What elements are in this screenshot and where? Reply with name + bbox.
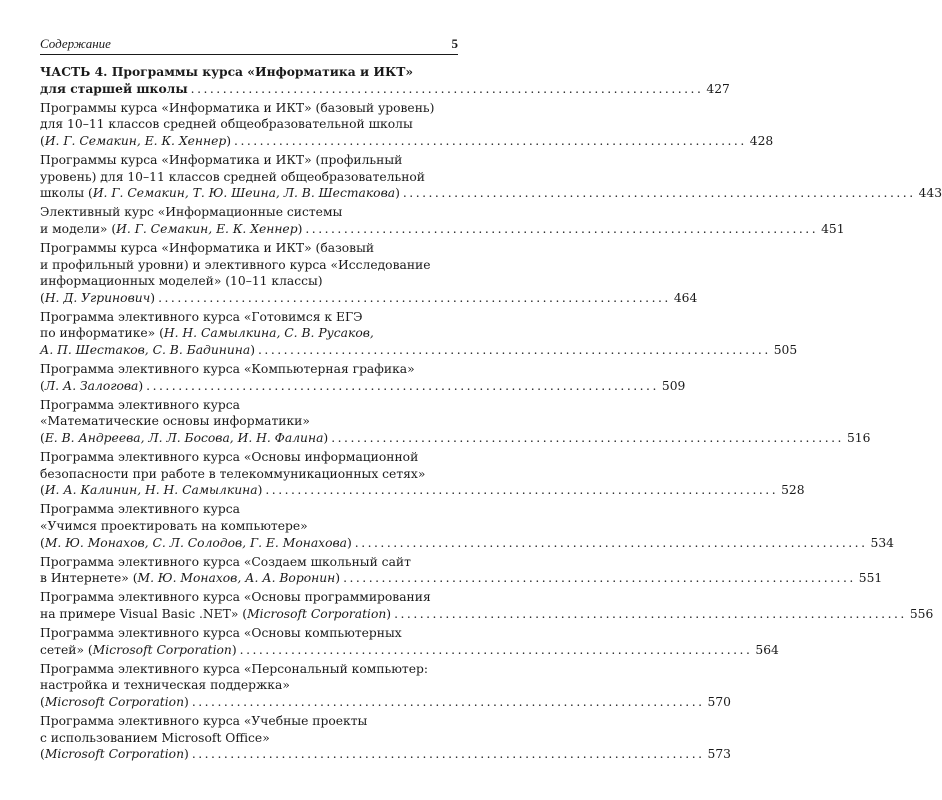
entry-title-text: ( bbox=[40, 290, 45, 305]
entry-title-text: Программа элективного курса «Персональный компьютер: bbox=[40, 661, 429, 676]
leader-dots: ................................................................................ bbox=[343, 571, 856, 586]
toc-entry-line bbox=[40, 518, 458, 535]
leader-dots: ................................................................................ bbox=[265, 483, 779, 498]
entry-title-text: уровень) для 10–11 классов средней общеобразовательной bbox=[40, 169, 426, 184]
entry-page-number: 451 bbox=[821, 221, 845, 236]
toc-entry-text bbox=[40, 153, 402, 167]
toc-entry-line bbox=[40, 100, 458, 117]
entry-page-number: 556 bbox=[909, 606, 934, 621]
toc-entry-line bbox=[40, 152, 458, 169]
entry-title-text: ( bbox=[40, 694, 45, 709]
entry-title-text: Программа элективного курса «Учебные проекты bbox=[40, 713, 368, 728]
toc-entry-text bbox=[40, 570, 340, 587]
entry-title-text: Программа элективного курса «Создаем школьный сайт bbox=[40, 554, 411, 569]
toc-entry-text bbox=[40, 101, 434, 115]
toc-entry bbox=[40, 625, 779, 658]
entry-title-text: по информатике» ( bbox=[40, 326, 164, 341]
entry-title-text: и модели» ( bbox=[40, 221, 117, 236]
toc-entry-text bbox=[40, 714, 367, 728]
entry-title-text: Программы курса «Информатика и ИКТ» (базовый bbox=[40, 240, 375, 255]
entry-title-text: ) bbox=[231, 642, 237, 657]
entry-author: Microsoft Corporation bbox=[247, 606, 387, 621]
header-rule bbox=[40, 54, 458, 55]
running-head-title: Содержание bbox=[40, 36, 111, 51]
toc-entry-line bbox=[40, 133, 774, 150]
entry-title-text: ) bbox=[335, 571, 341, 586]
entry-title-text: ) bbox=[250, 343, 256, 357]
toc-entry-text bbox=[40, 450, 418, 464]
entry-title-text: ) bbox=[150, 290, 156, 305]
entry-author: М. Ю. Монахов, С. Л. Солодов, Г. Е. Монахова bbox=[44, 535, 347, 550]
entry-title-text: ) bbox=[184, 747, 189, 762]
entry-page-number: 428 bbox=[749, 133, 774, 148]
toc-entry bbox=[40, 204, 845, 237]
toc-entry-text bbox=[40, 678, 290, 692]
toc-entry-text bbox=[40, 310, 363, 324]
entry-title-text: ( bbox=[40, 747, 45, 762]
toc-entry-line bbox=[40, 290, 698, 307]
toc-entry-line bbox=[40, 413, 458, 430]
entry-title-text: ) bbox=[386, 606, 392, 621]
entry-title-text: настройка и техническая поддержка» bbox=[40, 678, 290, 693]
entry-author: И. А. Калинин, Н. Н. Самылкина bbox=[44, 483, 258, 498]
toc-entry-line bbox=[40, 397, 458, 414]
entry-title-text: ( bbox=[40, 535, 45, 550]
entry-title-text: ЧАСТЬ 4. Программы курса «Информатика и ИКТ» bbox=[40, 64, 414, 79]
entry-page-number: 427 bbox=[706, 81, 730, 96]
toc-entry-line bbox=[40, 80, 730, 98]
entry-title-text: информационных моделей» (10–11 классы) bbox=[40, 274, 323, 289]
toc-entry-line bbox=[40, 677, 458, 694]
toc-entry-line bbox=[40, 746, 732, 763]
entry-title-text: на примере Visual Basic .NET» ( bbox=[40, 606, 248, 621]
entry-title-text: с использованием Microsoft Office» bbox=[40, 730, 270, 745]
entry-author: Л. А. Залогова bbox=[44, 378, 139, 393]
toc-entry-text bbox=[40, 482, 262, 499]
entry-title-text: Программа элективного курса bbox=[40, 397, 240, 412]
toc-entry-text bbox=[40, 626, 402, 640]
entry-title-text: ) bbox=[138, 378, 144, 393]
entry-title-text: для старшей школы bbox=[40, 80, 188, 96]
toc-entry-text bbox=[40, 205, 342, 219]
entry-title-text: «Математические основы информатики» bbox=[40, 414, 310, 429]
toc-entry-line bbox=[40, 273, 458, 290]
toc-entry-line bbox=[40, 309, 458, 326]
leader-dots: ................................................................................ bbox=[258, 343, 771, 357]
toc-entry bbox=[40, 554, 883, 587]
toc-entry-line bbox=[40, 554, 458, 571]
toc-entry-text bbox=[40, 81, 188, 98]
toc-entry-text bbox=[40, 378, 143, 395]
toc-entry-text bbox=[40, 467, 425, 481]
entry-title-text: «Учимся проектировать на компьютере» bbox=[40, 518, 308, 533]
entry-page-number: 509 bbox=[661, 378, 686, 393]
toc-entry-text bbox=[40, 290, 155, 307]
entry-title-text: ( bbox=[40, 483, 45, 498]
entry-title-text: Программа элективного курса «Компьютерная графика» bbox=[40, 362, 415, 377]
leader-dots: ................................................................................ bbox=[239, 642, 753, 657]
toc-entry-line bbox=[40, 257, 458, 274]
entry-title-text: Программы курса «Информатика и ИКТ» (базовый уровень) bbox=[40, 100, 435, 115]
toc-entry-text bbox=[40, 64, 413, 79]
toc-entry-line bbox=[40, 570, 883, 587]
entry-page-number: 551 bbox=[858, 571, 883, 586]
toc-entry-line bbox=[40, 449, 458, 466]
entry-title-text: ) bbox=[323, 430, 329, 445]
toc-entry-line bbox=[40, 730, 458, 747]
entry-page-number: 516 bbox=[846, 430, 871, 445]
entry-page-number: 534 bbox=[870, 535, 894, 550]
toc-entry-text bbox=[40, 590, 431, 604]
leader-dots: ................................................................................ bbox=[191, 747, 705, 762]
leader-dots: ................................................................................ bbox=[394, 606, 907, 621]
leader-dots: ................................................................................ bbox=[146, 378, 659, 393]
toc-entry-line bbox=[40, 501, 458, 518]
entry-author: Н. Д. Угринович bbox=[44, 290, 151, 305]
toc-entry-line bbox=[40, 204, 458, 221]
leader-dots: ................................................................................ bbox=[331, 430, 844, 445]
toc-entry-line bbox=[40, 713, 458, 730]
entry-page-number: 570 bbox=[707, 694, 732, 709]
toc-entry-line bbox=[40, 694, 732, 711]
toc-entry-text bbox=[40, 274, 323, 288]
toc-entry bbox=[40, 397, 871, 447]
toc-entry-text bbox=[40, 241, 374, 255]
page-number: 5 bbox=[451, 36, 458, 51]
entry-title-text: ) bbox=[257, 483, 263, 498]
entry-page-number: 564 bbox=[755, 642, 779, 657]
entry-page-number: 443 bbox=[918, 186, 942, 201]
entry-page-number: 573 bbox=[707, 747, 732, 762]
toc-entry-line bbox=[40, 169, 458, 186]
entry-title-text: ) bbox=[184, 694, 189, 709]
toc-entry-text bbox=[40, 221, 302, 238]
leader-dots: ................................................................................ bbox=[190, 81, 704, 96]
toc-entry-line bbox=[40, 430, 871, 447]
entry-author: И. Г. Семакин, Е. К. Хеннер bbox=[116, 221, 298, 236]
toc-entry bbox=[40, 309, 798, 359]
toc-entry bbox=[40, 361, 686, 394]
leader-dots: ................................................................................ bbox=[158, 290, 671, 305]
entry-title-text: ) bbox=[346, 535, 352, 550]
entry-author: И. Г. Семакин, Е. К. Хеннер bbox=[44, 133, 227, 148]
entry-author: М. Ю. Монахов, А. А. Воронин bbox=[137, 571, 336, 586]
toc-entry bbox=[40, 589, 934, 622]
entry-title-text: сетей» ( bbox=[40, 642, 93, 657]
toc-entry bbox=[40, 64, 730, 97]
entry-title-text: Программа элективного курса «Основы информационной bbox=[40, 450, 419, 465]
toc-entry-line bbox=[40, 625, 458, 642]
toc-entry bbox=[40, 713, 732, 763]
entry-title-text: Программы курса «Информатика и ИКТ» (профильный bbox=[40, 152, 403, 167]
toc-entry-text bbox=[40, 746, 189, 763]
entry-title-text: ) bbox=[395, 186, 400, 201]
toc-entry-text bbox=[40, 117, 413, 131]
running-head bbox=[40, 32, 458, 52]
toc-entry-line bbox=[40, 240, 458, 257]
entry-author: Microsoft Corporation bbox=[44, 747, 184, 762]
toc-entry-text bbox=[40, 398, 240, 412]
entry-title-text: ) bbox=[297, 221, 303, 236]
toc-entry-line bbox=[40, 185, 942, 202]
toc-entry-line bbox=[40, 661, 458, 678]
toc-entry-line bbox=[40, 221, 845, 238]
toc-entry-line bbox=[40, 361, 458, 378]
toc-entry-text bbox=[40, 502, 240, 516]
entry-title-text: Программа элективного курса «Готовимся к ЕГЭ bbox=[40, 309, 363, 324]
toc-entry-line bbox=[40, 378, 686, 395]
toc-entry bbox=[40, 501, 894, 551]
leader-dots: ................................................................................ bbox=[354, 535, 868, 550]
entry-author: Microsoft Corporation bbox=[92, 642, 232, 657]
toc-entry-text bbox=[40, 642, 237, 659]
entry-title-text: безопасности при работе в телекоммуникационных сетях» bbox=[40, 466, 426, 481]
toc-entry-text bbox=[40, 662, 428, 676]
entry-title-text: ) bbox=[226, 133, 232, 148]
toc-entry-text bbox=[40, 430, 328, 447]
toc-entry-line bbox=[40, 642, 779, 659]
leader-dots: ................................................................................ bbox=[234, 133, 747, 148]
toc-entry-text bbox=[40, 170, 425, 184]
leader-dots: ................................................................................ bbox=[191, 694, 705, 709]
entry-author: Н. Н. Самылкина, С. В. Русаков, bbox=[163, 326, 374, 341]
toc-entry-text bbox=[40, 326, 374, 340]
toc-entry-line bbox=[40, 64, 458, 81]
toc-entry-text bbox=[40, 694, 189, 711]
toc-entry-text bbox=[40, 555, 411, 569]
toc-entry-text bbox=[40, 185, 400, 202]
entry-title-text: ( bbox=[40, 430, 45, 445]
toc-entry-line bbox=[40, 342, 798, 359]
entry-title-text: в Интернете» ( bbox=[40, 571, 138, 586]
entry-author: Е. В. Андреева, Л. Л. Босова, И. Н. Фалина bbox=[44, 430, 324, 445]
entry-title-text: ( bbox=[40, 133, 45, 148]
toc-entry-text bbox=[40, 342, 255, 359]
toc-entry-text bbox=[40, 606, 391, 623]
toc-entry-line bbox=[40, 325, 458, 342]
toc-entry-text bbox=[40, 535, 352, 552]
entry-title-text: ( bbox=[40, 378, 45, 393]
entry-author: Microsoft Corporation bbox=[44, 694, 184, 709]
toc-entry-text bbox=[40, 258, 431, 272]
entry-title-text: Программа элективного курса bbox=[40, 502, 240, 517]
entry-title-text: и профильный уровни) и элективного курса «Исследование bbox=[40, 257, 431, 272]
toc-entry-text bbox=[40, 519, 308, 533]
toc-entry-text bbox=[40, 133, 231, 150]
toc-entry-line bbox=[40, 535, 894, 552]
toc-entry-line bbox=[40, 466, 458, 483]
entry-author: И. Г. Семакин, Т. Ю. Шеина, Л. В. Шестакова bbox=[92, 186, 396, 201]
toc-entry-text bbox=[40, 414, 310, 428]
entry-title-text: школы ( bbox=[40, 186, 93, 201]
toc-entry-line bbox=[40, 606, 934, 623]
toc-entry bbox=[40, 661, 732, 711]
toc-entry bbox=[40, 449, 805, 499]
entry-page-number: 505 bbox=[773, 343, 798, 357]
entry-title-text: Элективный курс «Информационные системы bbox=[40, 205, 343, 220]
entry-title-text: для 10–11 классов средней общеобразовательной школы bbox=[40, 117, 413, 132]
leader-dots: ................................................................................ bbox=[402, 186, 916, 201]
entry-author: А. П. Шестаков, С. В. Бадинина bbox=[40, 343, 251, 357]
toc-entry-line bbox=[40, 482, 805, 499]
toc-entry bbox=[40, 100, 774, 150]
toc-entry-text bbox=[40, 731, 270, 745]
toc-entry-text bbox=[40, 362, 415, 376]
leader-dots: ................................................................................ bbox=[305, 221, 819, 236]
entry-title-text: Программа элективного курса «Основы компьютерных bbox=[40, 626, 402, 640]
entry-title-text: Программа элективного курса «Основы программирования bbox=[40, 590, 431, 605]
toc-entry bbox=[40, 152, 942, 202]
toc-entry-line bbox=[40, 116, 458, 133]
entry-page-number: 528 bbox=[781, 483, 805, 498]
toc-entry bbox=[40, 240, 698, 306]
entry-page-number: 464 bbox=[673, 290, 698, 305]
toc-entry-line bbox=[40, 589, 458, 606]
table-of-contents bbox=[40, 64, 942, 765]
